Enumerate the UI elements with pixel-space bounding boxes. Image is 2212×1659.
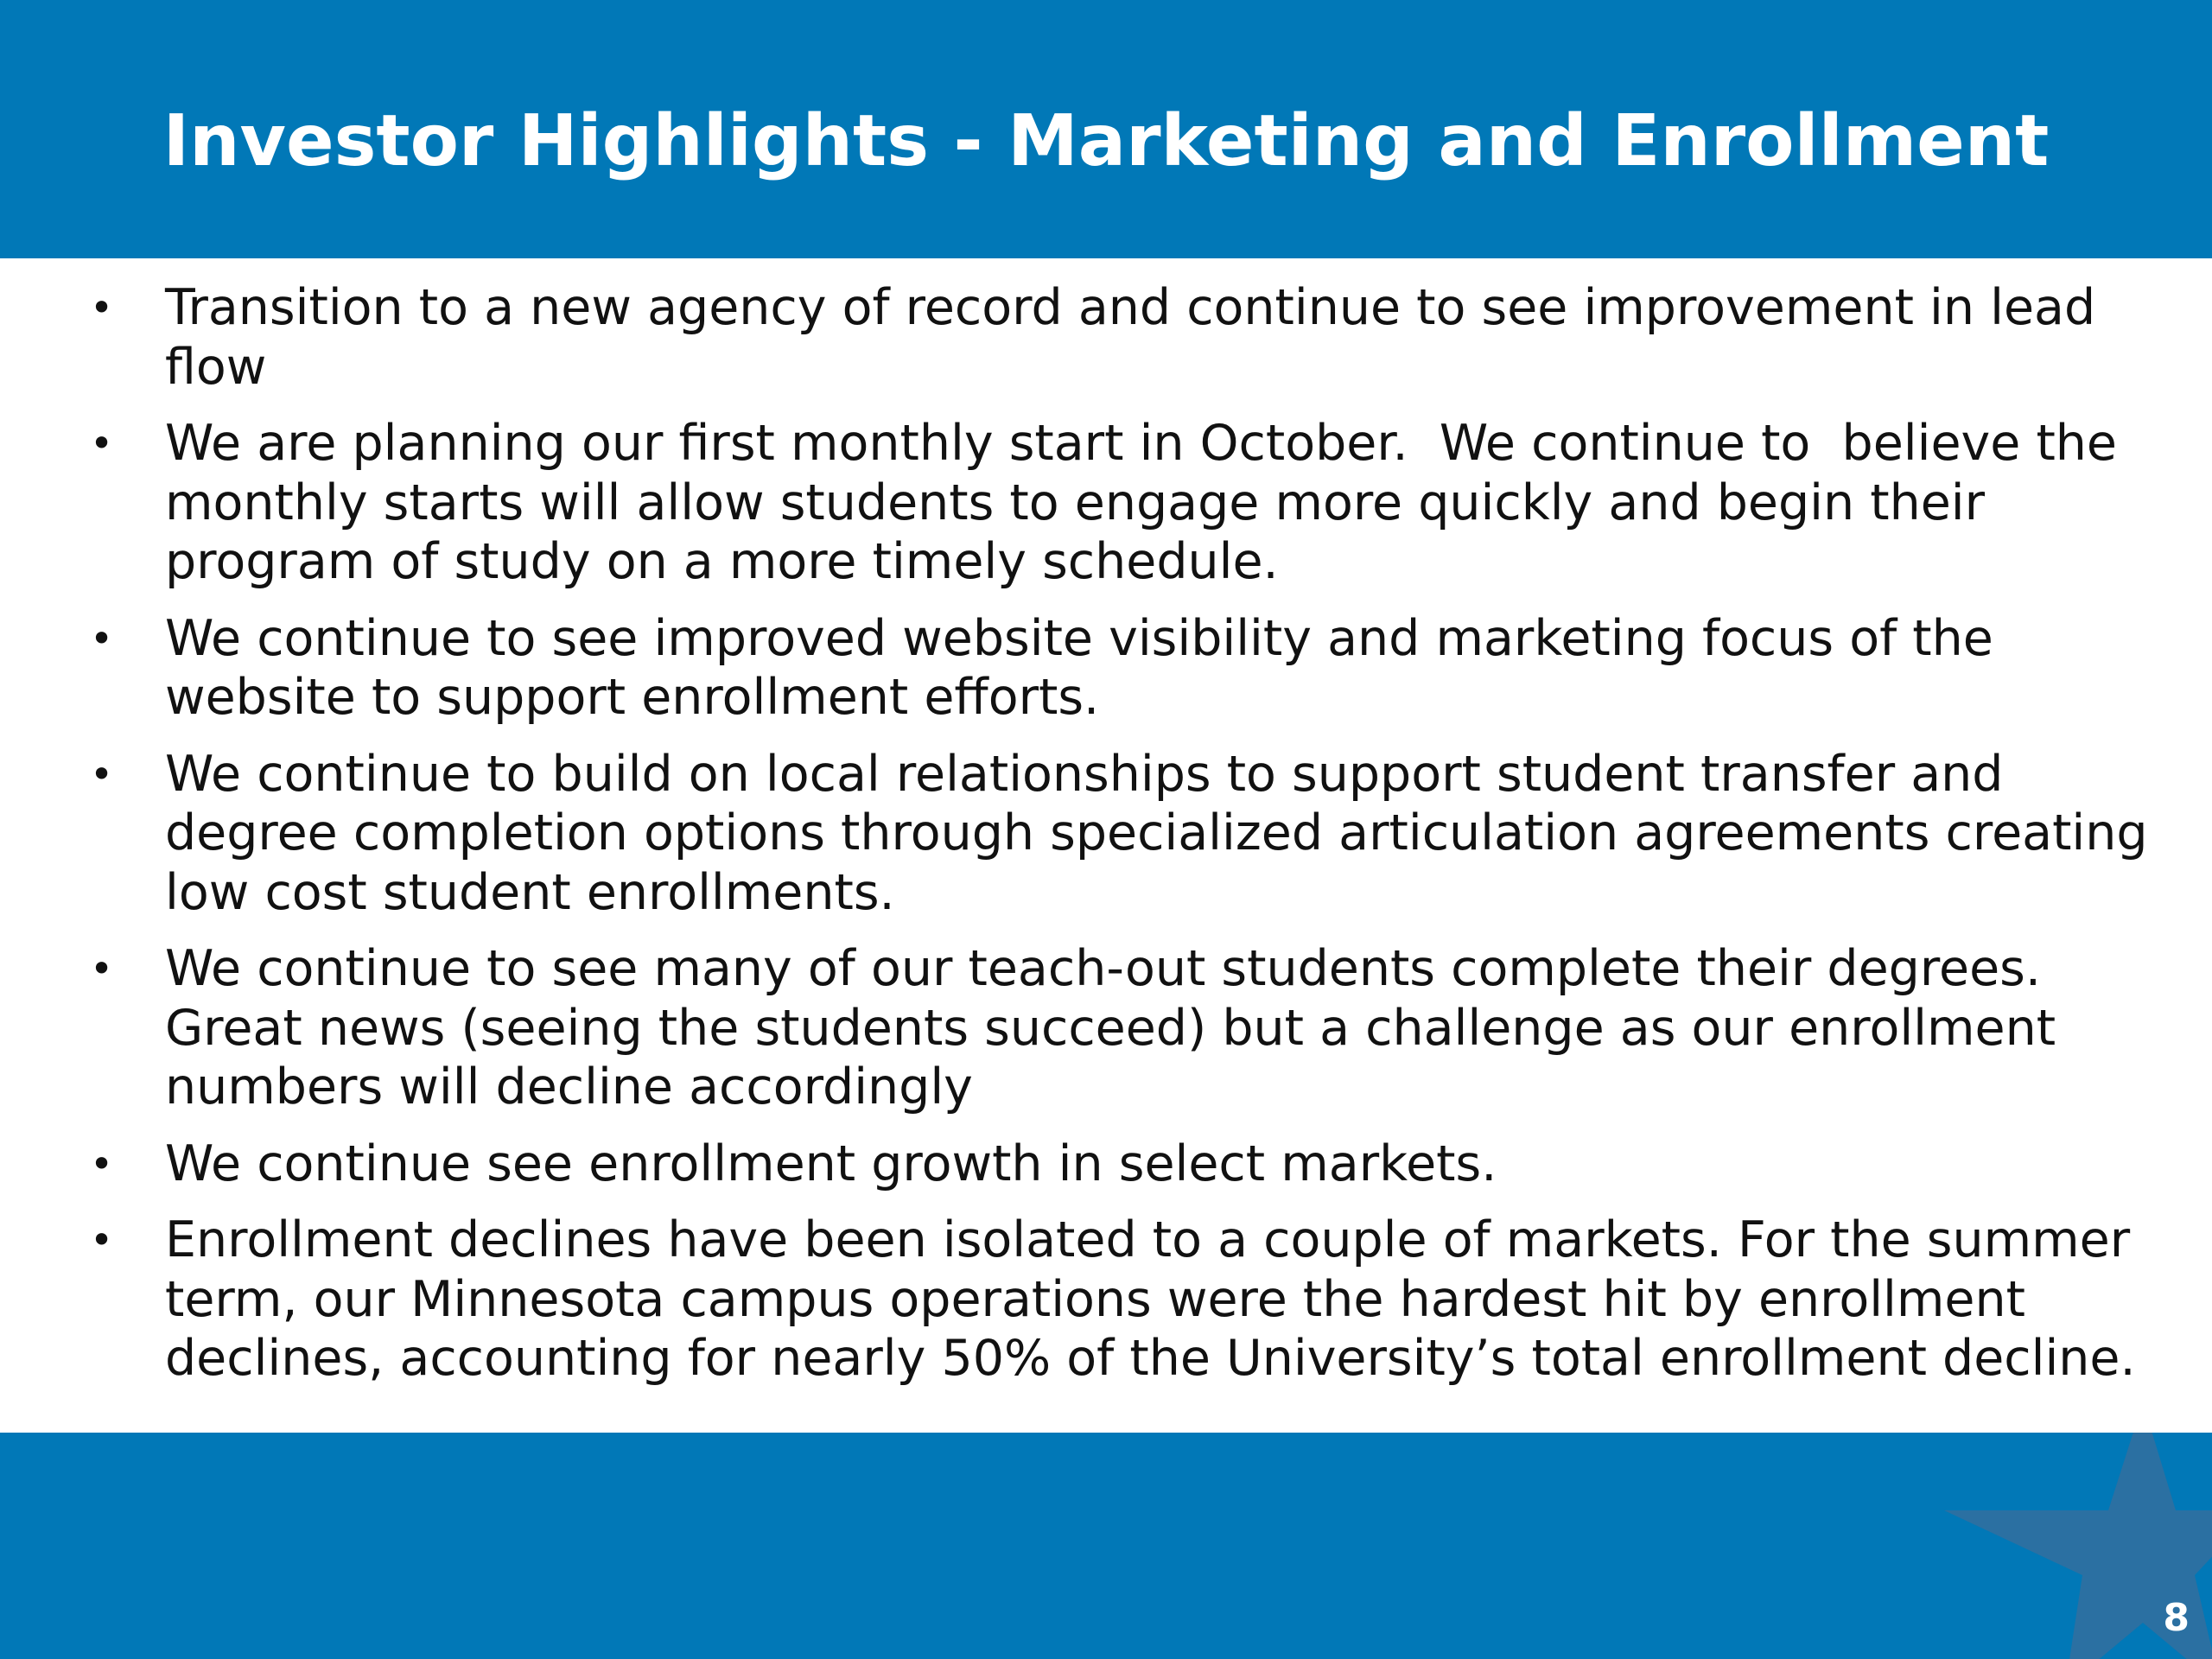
bullet-line: numbers will decline accordingly — [165, 1058, 973, 1116]
bullet-line: Great news (seeing the students succeed) but a challenge as our enrollment — [165, 999, 2056, 1057]
bullet-item — [0, 278, 2212, 397]
bullet-dot-icon: • — [90, 614, 114, 662]
bullet-item — [0, 1211, 2212, 1389]
bullet-dot-icon: • — [90, 284, 114, 331]
slide-title: Investor Highlights - Marketing and Enrollment — [162, 100, 2050, 182]
bullet-item — [0, 939, 2212, 1117]
bullet-dot-icon: • — [90, 420, 114, 467]
bullet-item — [0, 745, 2212, 923]
bullet-item — [0, 609, 2212, 728]
bullet-line: Transition to a new agency of record and continue to see improvement in lead — [165, 279, 2096, 336]
bullet-item — [0, 1135, 2212, 1194]
bullet-line: We continue see enrollment growth in select markets. — [165, 1135, 1497, 1192]
bullet-line: We continue to build on local relationships to support student transfer and — [165, 745, 2004, 803]
bullet-line: We continue to see improved website visibility and marketing focus of the — [165, 609, 1993, 667]
bullet-dot-icon: • — [90, 750, 114, 798]
bullet-line: degree completion options through specialized articulation agreements creating — [165, 804, 2148, 861]
bullet-line: website to support enrollment efforts. — [165, 669, 1100, 726]
bullet-dot-icon: • — [90, 945, 114, 992]
bullet-line: We continue to see many of our teach-out students complete their degrees. — [165, 940, 2041, 997]
bullet-line: Enrollment declines have been isolated to a couple of markets. For the summer — [165, 1211, 2131, 1268]
bullet-dot-icon: • — [90, 1217, 114, 1263]
bullet-line: We are planning our first monthly start in October. We continue to believe the — [165, 415, 2117, 472]
bullet-list — [0, 278, 2212, 1389]
footer-band — [0, 1433, 2212, 1659]
bullet-line: flow — [165, 338, 267, 396]
bullet-line: declines, accounting for nearly 50% of the University’s total enrollment decline. — [165, 1330, 2136, 1387]
bullet-line: low cost student enrollments. — [165, 863, 895, 921]
bullet-line: term, our Minnesota campus operations were the hardest hit by enrollment — [165, 1270, 2025, 1328]
header-band — [0, 0, 2212, 258]
bullet-item — [0, 414, 2212, 592]
bullet-line: program of study on a more timely schedule. — [165, 533, 1279, 590]
slide-content — [0, 278, 2212, 1419]
bullet-dot-icon: • — [90, 1140, 114, 1187]
bullet-line: monthly starts will allow students to engage more quickly and begin their — [165, 474, 1986, 531]
page-number: 8 — [2163, 1596, 2190, 1640]
